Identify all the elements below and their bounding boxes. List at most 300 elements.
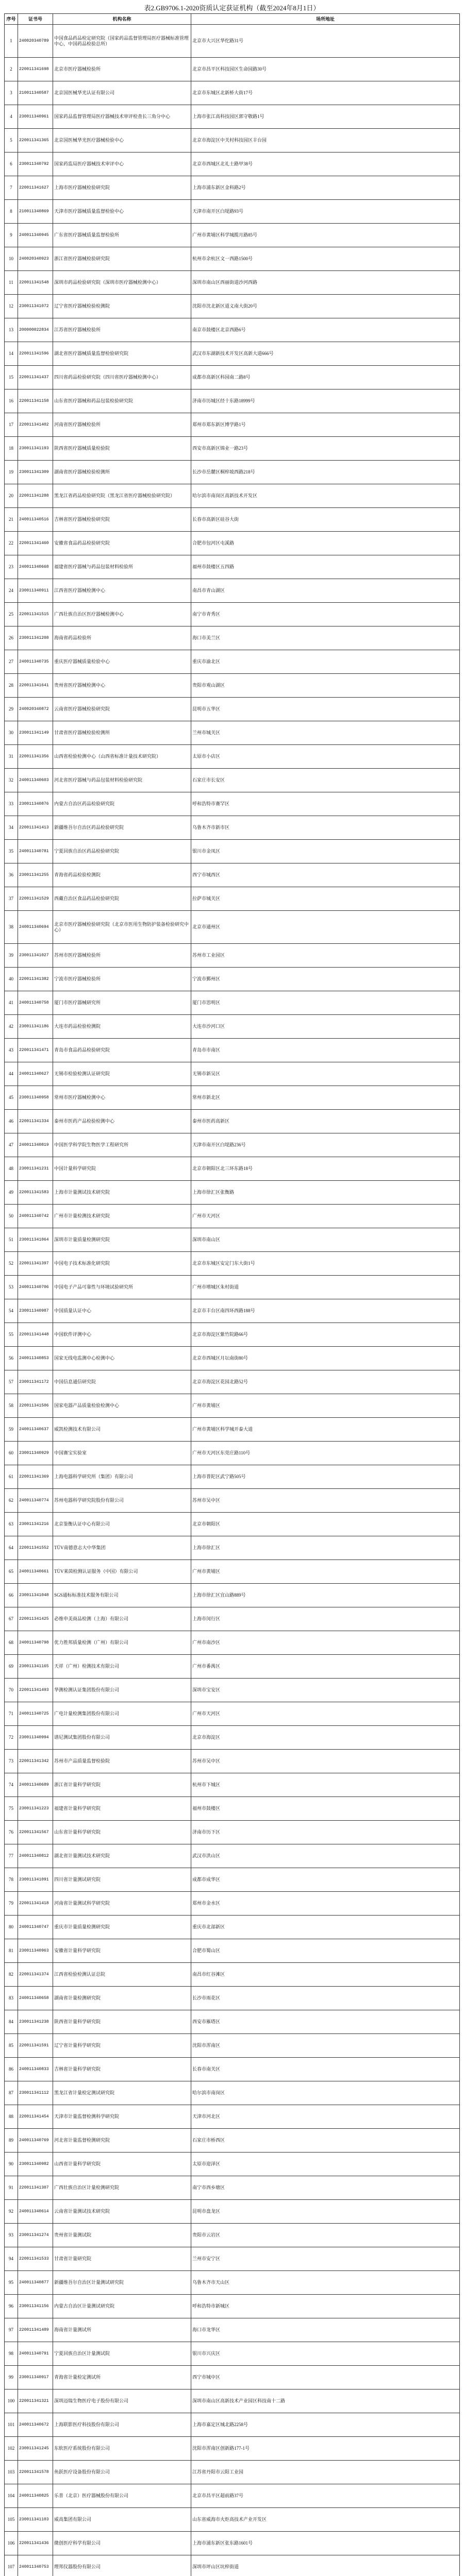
cell-addr: 昆明市五华区 [191, 698, 460, 721]
cell-addr: 常州市新北区 [191, 1086, 460, 1110]
cell-no: 103 [5, 2461, 18, 2484]
cell-org: 河北省医疗器械与药品包装材料检验研究院 [53, 769, 191, 792]
cell-cert: 240011340661 [18, 1560, 53, 1584]
table-row [5, 1963, 460, 1987]
cell-cert: 240011340825 [18, 2484, 53, 2508]
cell-org: 浙江省计量科学研究院 [53, 1773, 191, 1797]
table-row [5, 1205, 460, 1228]
cell-addr: 成都市成华区 [191, 1868, 460, 1892]
cell-addr: 长沙市雨花区 [191, 1987, 460, 2010]
cell-cert: 240011340781 [18, 840, 53, 863]
cell-org: 上海联影医疗科技股份有限公司 [53, 2413, 191, 2437]
cell-no: 106 [5, 2532, 18, 2555]
cell-cert: 220011341515 [18, 603, 53, 626]
cell-addr: 太原市小店区 [191, 745, 460, 769]
table-row [5, 129, 460, 152]
cell-cert: 220011341321 [18, 2389, 53, 2413]
cell-addr: 苏州市吴中区 [191, 1750, 460, 1773]
cell-no: 99 [5, 2366, 18, 2389]
cell-org: 陕西省计量科学研究院 [53, 2010, 191, 2034]
table-row [5, 2555, 460, 2576]
table-body [5, 25, 460, 2576]
cell-cert: 220011341356 [18, 745, 53, 769]
cell-no: 49 [5, 1181, 18, 1205]
cell-no: 77 [5, 1844, 18, 1868]
cell-cert: 220011341552 [18, 1536, 53, 1560]
cell-no: 101 [5, 2413, 18, 2437]
table-row [5, 1394, 460, 1418]
cell-cert: 230011341274 [18, 2224, 53, 2247]
cell-addr: 深圳市南山区高新技术产业园区科技南十二路 [191, 2389, 460, 2413]
table-row [5, 2010, 460, 2034]
table-row [5, 2153, 460, 2176]
cell-cert: 220011341506 [18, 1394, 53, 1418]
table-row [5, 224, 460, 247]
cell-no: 63 [5, 1513, 18, 1536]
cell-cert: 230011340994 [18, 1726, 53, 1750]
cell-no: 72 [5, 1726, 18, 1750]
cell-cert: 230011341027 [18, 944, 53, 968]
cell-org: 四川省药品检验研究院（四川省医疗器械检测中心） [53, 366, 191, 389]
cell-no: 88 [5, 2105, 18, 2129]
cell-org: 北京市医疗器械检验所 [53, 58, 191, 81]
table-row [5, 1039, 460, 1062]
table-row [5, 2318, 460, 2342]
cell-org: 乐普（北京）医疗器械股份有限公司 [53, 2484, 191, 2508]
cell-org: 广电计量检测集团股份有限公司 [53, 1702, 191, 1726]
cell-org: 中国赛宝实验室 [53, 1442, 191, 1465]
cell-cert: 220011341334 [18, 1110, 53, 1133]
cell-org: 安徽省食品药品检验研究院 [53, 532, 191, 555]
cell-org: 微创医疗科学有限公司 [53, 2532, 191, 2555]
cell-cert: 230011340961 [18, 105, 53, 129]
cell-no: 84 [5, 2010, 18, 2034]
cell-org: 陕西省医疗器械质量检验院 [53, 437, 191, 461]
cell-no: 66 [5, 1584, 18, 1607]
cell-org: 国家电器产品质量检验检测中心 [53, 1394, 191, 1418]
cell-org: 理邦仪器股份有限公司 [53, 2555, 191, 2576]
table-row [5, 863, 460, 887]
cell-no: 95 [5, 2271, 18, 2295]
table-row [5, 603, 460, 626]
cell-org: 谱尼测试集团股份有限公司 [53, 1726, 191, 1750]
cell-org: 甘肃省计量研究院 [53, 2247, 191, 2271]
cell-addr: 天津市河北区 [191, 2105, 460, 2129]
cell-no: 54 [5, 1299, 18, 1323]
cell-org: 中国软件评测中心 [53, 1323, 191, 1347]
cell-addr: 乌鲁木齐市新市区 [191, 816, 460, 840]
table-row [5, 2034, 460, 2058]
cell-cert: 220011341397 [18, 1252, 53, 1276]
cell-cert: 230011340792 [18, 152, 53, 176]
cell-org: 天津市计量监督检测科学研究院 [53, 2105, 191, 2129]
cell-org: 重庆市计量质量检测研究院 [53, 1916, 191, 1939]
cell-addr: 北京市海淀区 [191, 1726, 460, 1750]
cell-org: 西藏自治区食品药品检验研究院 [53, 887, 191, 911]
cell-cert: 230011341172 [18, 1370, 53, 1394]
cell-cert: 230011341208 [18, 626, 53, 650]
cell-no: 43 [5, 1039, 18, 1062]
cell-org: 辽宁省计量科学研究院 [53, 2034, 191, 2058]
cell-cert: 230011341186 [18, 1015, 53, 1039]
cell-no: 24 [5, 579, 18, 603]
cell-org: 国家无线电监测中心检测中心 [53, 1347, 191, 1370]
cell-no: 25 [5, 603, 18, 626]
cell-no: 4 [5, 105, 18, 129]
cell-org: 甘肃省医疗器械检验检测所 [53, 721, 191, 745]
cell-org: 湖南省医疗器械检验检测所 [53, 461, 191, 484]
cell-addr: 乌鲁木齐市天山区 [191, 2271, 460, 2295]
cell-addr: 山东省威海市火炬高技术产业开发区 [191, 2508, 460, 2532]
cell-org: 新疆维吾尔自治区计量测试研究院 [53, 2271, 191, 2295]
cell-addr: 郑州市金水区 [191, 1892, 460, 1916]
cell-org: 苏州市医疗器械检验所 [53, 944, 191, 968]
cell-cert: 220011341627 [18, 176, 53, 200]
cell-cert: 220011341374 [18, 1963, 53, 1987]
table-row [5, 1655, 460, 1679]
cell-addr: 兰州市城关区 [191, 721, 460, 745]
cell-addr: 北京市东城区安定门东大街1号 [191, 1252, 460, 1276]
cell-addr: 上海市普陀区武宁路505号 [191, 1465, 460, 1489]
cell-cert: 230011341156 [18, 2295, 53, 2318]
cell-no: 7 [5, 176, 18, 200]
table-row [5, 792, 460, 816]
cell-org: 河北省计量监督检测研究院 [53, 2129, 191, 2153]
cell-org: 青岛市食品药品检验研究院 [53, 1039, 191, 1062]
cell-cert: 240011340516 [18, 508, 53, 532]
cell-addr: 苏州市吴中区 [191, 1489, 460, 1513]
cell-cert: 240011340819 [18, 1133, 53, 1157]
cell-addr: 重庆市北部新区 [191, 1916, 460, 1939]
cell-cert: 220011341533 [18, 2247, 53, 2271]
cell-addr: 哈尔滨市南岗区高新技术开发区 [191, 484, 460, 508]
table-row [5, 58, 460, 81]
table-row [5, 247, 460, 271]
cell-addr: 南京市鼓楼区北京西路6号 [191, 318, 460, 342]
cell-no: 78 [5, 1868, 18, 1892]
cell-org: 黑龙江省药品检验研究院（黑龙江省医疗器械检验研究院） [53, 484, 191, 508]
cell-org: 威凯检测技术有限公司 [53, 1418, 191, 1442]
cell-no: 39 [5, 944, 18, 968]
cell-addr: 合肥市蜀山区 [191, 1939, 460, 1963]
table-header-row [5, 14, 460, 25]
cell-no: 26 [5, 626, 18, 650]
table-row [5, 2081, 460, 2105]
cell-cert: 230011341112 [18, 2081, 53, 2105]
cell-cert: 230011341255 [18, 863, 53, 887]
table-row [5, 1370, 460, 1394]
cell-no: 20 [5, 484, 18, 508]
cell-cert: 240011340742 [18, 1205, 53, 1228]
cell-addr: 天津市南开区白堤路236号 [191, 1133, 460, 1157]
cell-no: 57 [5, 1370, 18, 1394]
cell-cert: 200000022834 [18, 318, 53, 342]
table-row [5, 626, 460, 650]
cell-addr: 大连市沙河口区 [191, 1015, 460, 1039]
cell-no: 79 [5, 1892, 18, 1916]
table-row [5, 152, 460, 176]
table-row [5, 508, 460, 532]
cell-org: 深圳市计量质量检测研究院 [53, 1228, 191, 1252]
cell-no: 42 [5, 1015, 18, 1039]
cell-cert: 220011341454 [18, 2105, 53, 2129]
cell-addr: 深圳市南山区 [191, 1228, 460, 1252]
cell-org: 中国食品药品检定研究院（国家药品监督管理局医疗器械标准管理中心，中国药品检验总所） [53, 25, 191, 58]
cell-no: 91 [5, 2176, 18, 2200]
cell-addr: 广州市天河区 [191, 1702, 460, 1726]
cell-no: 62 [5, 1489, 18, 1513]
cell-cert: 210011340587 [18, 81, 53, 105]
table-row [5, 911, 460, 944]
cell-cert: 230011340911 [18, 579, 53, 603]
table-row [5, 1797, 460, 1821]
cell-org: 东软医疗系统股份有限公司 [53, 2437, 191, 2461]
cell-addr: 广州市黄埔区 [191, 1560, 460, 1584]
table-row [5, 1465, 460, 1489]
cell-org: 鱼跃医疗设备股份有限公司 [53, 2461, 191, 2484]
cell-addr: 北京市海淀区花园北路52号 [191, 1370, 460, 1394]
cell-no: 13 [5, 318, 18, 342]
cell-no: 48 [5, 1157, 18, 1181]
table-row [5, 1252, 460, 1276]
cell-no: 60 [5, 1442, 18, 1465]
cell-no: 75 [5, 1797, 18, 1821]
table-row [5, 650, 460, 674]
cell-addr: 北京市朝阳区北三环东路18号 [191, 1157, 460, 1181]
cell-cert: 230011341238 [18, 2010, 53, 2034]
cell-no: 33 [5, 792, 18, 816]
cell-no: 8 [5, 200, 18, 224]
cell-org: 江西省检验检测认证总院 [53, 1963, 191, 1987]
cell-org: 北京国医械华光认证有限公司 [53, 81, 191, 105]
cell-addr: 西宁市城西区 [191, 863, 460, 887]
cell-addr: 上海市嘉定区城北路2258号 [191, 2413, 460, 2437]
cell-org: 新疆维吾尔自治区药品检验研究院 [53, 816, 191, 840]
cell-org: 泰州市医药产品检验检测中心 [53, 1110, 191, 1133]
cell-addr: 昆明市盘龙区 [191, 2200, 460, 2224]
table-row [5, 2129, 460, 2153]
cell-no: 55 [5, 1323, 18, 1347]
table-row [5, 1110, 460, 1133]
table-row [5, 105, 460, 129]
cell-org: 安徽省计量科学研究院 [53, 1939, 191, 1963]
cell-addr: 沈阳市浑南区创新路177-1号 [191, 2437, 460, 2461]
cell-addr: 南昌市青山湖区 [191, 579, 460, 603]
cell-no: 61 [5, 1465, 18, 1489]
cell-no: 37 [5, 887, 18, 911]
table-row [5, 2484, 460, 2508]
cell-cert: 240011340798 [18, 1631, 53, 1655]
certified-institutions-table [4, 13, 460, 2576]
cell-no: 17 [5, 413, 18, 437]
cell-addr: 广州市天河区东莞庄路110号 [191, 1442, 460, 1465]
cell-no: 64 [5, 1536, 18, 1560]
cell-no: 58 [5, 1394, 18, 1418]
cell-org: 山西省检验检测中心（山西省标准计量技术研究院） [53, 745, 191, 769]
table-row [5, 2176, 460, 2200]
cell-org: 黑龙江省计量检定测试研究院 [53, 2081, 191, 2105]
table-row [5, 555, 460, 579]
cell-cert: 230011341048 [18, 1584, 53, 1607]
cell-no: 44 [5, 1062, 18, 1086]
cell-cert: 230011341072 [18, 295, 53, 318]
cell-addr: 杭州市下城区 [191, 1773, 460, 1797]
cell-org: SGS通标标准技术服务有限公司 [53, 1584, 191, 1607]
cell-cert: 220011341437 [18, 366, 53, 389]
table-row [5, 1631, 460, 1655]
cell-org: 江苏省医疗器械检验所 [53, 318, 191, 342]
cell-no: 47 [5, 1133, 18, 1157]
cell-cert: 240020340789 [18, 25, 53, 58]
cell-no: 97 [5, 2318, 18, 2342]
table-row [5, 1442, 460, 1465]
cell-addr: 北京市朝阳区 [191, 1513, 460, 1536]
table-row [5, 437, 460, 461]
cell-addr: 广州市增城区朱村街道 [191, 1276, 460, 1299]
cell-addr: 西安市高新区锦业一路23号 [191, 437, 460, 461]
cell-cert: 220011341471 [18, 1039, 53, 1062]
cell-cert: 220011341418 [18, 1892, 53, 1916]
cell-addr: 广州市南沙区 [191, 1631, 460, 1655]
document-title: 表2.GB9706.1-2020资质认定获证机构（截至2024年8月1日） [144, 4, 320, 12]
cell-addr: 北京市海淀区中关村科技园区丰台园 [191, 129, 460, 152]
cell-addr: 沈阳市浑南区 [191, 2034, 460, 2058]
cell-cert: 240011340689 [18, 1773, 53, 1797]
cell-addr: 北京市海淀区紫竹院路66号 [191, 1323, 460, 1347]
cell-cert: 230011341231 [18, 1157, 53, 1181]
cell-org: 云南省医疗器械检验研究院 [53, 698, 191, 721]
cell-addr: 江苏省丹阳市云阳工业园 [191, 2461, 460, 2484]
cell-cert: 220011341365 [18, 129, 53, 152]
cell-addr: 苏州市工业园区 [191, 944, 460, 968]
cell-cert: 220011341591 [18, 2034, 53, 2058]
table-row [5, 2413, 460, 2437]
cell-org: 苏州电器科学研究院股份有限公司 [53, 1489, 191, 1513]
cell-no: 35 [5, 840, 18, 863]
cell-no: 11 [5, 271, 18, 295]
cell-addr: 无锡市新吴区 [191, 1062, 460, 1086]
cell-cert: 240011340945 [18, 224, 53, 247]
cell-cert: 240011340627 [18, 1062, 53, 1086]
cell-addr: 上海市张江高科技园区郭守敬路1号 [191, 105, 460, 129]
cell-no: 1 [5, 25, 18, 58]
cell-org: 大连市药品检验检测院 [53, 1015, 191, 1039]
cell-cert: 240011340753 [18, 2555, 53, 2576]
cell-cert: 240011340877 [18, 2271, 53, 2295]
table-row [5, 1892, 460, 1916]
table-row [5, 271, 460, 295]
cell-cert: 220011341425 [18, 1607, 53, 1631]
cell-addr: 上海市徐汇区张衡路 [191, 1181, 460, 1205]
cell-cert: 230011340963 [18, 1939, 53, 1963]
cell-no: 81 [5, 1939, 18, 1963]
cell-org: 北京市医疗器械检验研究院（北京市医用生物防护装备检验研究中心） [53, 911, 191, 944]
table-row [5, 1773, 460, 1797]
cell-no: 15 [5, 366, 18, 389]
cell-no: 32 [5, 769, 18, 792]
cell-no: 22 [5, 532, 18, 555]
table-row [5, 944, 460, 968]
cell-org: 厦门市医疗器械研究所 [53, 991, 191, 1015]
cell-org: 山东省医疗器械和药品包装检验研究院 [53, 389, 191, 413]
table-row [5, 1702, 460, 1726]
header-cert: 证书号 [18, 14, 53, 25]
table-row [5, 2532, 460, 2555]
cell-no: 12 [5, 295, 18, 318]
table-row [5, 25, 460, 58]
cell-addr: 北京市通州区 [191, 911, 460, 944]
table-row [5, 2389, 460, 2413]
cell-no: 100 [5, 2389, 18, 2413]
cell-no: 28 [5, 674, 18, 698]
cell-addr: 长沙市岳麓区桐梓坡西路218号 [191, 461, 460, 484]
cell-org: 上海市计量测试技术研究院 [53, 1181, 191, 1205]
cell-addr: 西安市雁塔区 [191, 2010, 460, 2034]
table-row [5, 176, 460, 200]
cell-addr: 北京市大兴区华佗路31号 [191, 25, 460, 58]
cell-org: 宁夏回族自治区药品检验研究院 [53, 840, 191, 863]
table-row [5, 816, 460, 840]
cell-cert: 230011341245 [18, 2437, 53, 2461]
header-no: 序号 [5, 14, 18, 25]
cell-org: 福建省计量科学研究院 [53, 1797, 191, 1821]
cell-cert: 220011341641 [18, 674, 53, 698]
cell-org: 青海省药品检验检测院 [53, 863, 191, 887]
cell-no: 18 [5, 437, 18, 461]
cell-no: 86 [5, 2058, 18, 2081]
table-row [5, 1560, 460, 1584]
table-row [5, 1513, 460, 1536]
table-row [5, 1276, 460, 1299]
cell-org: 苏州市产品质量监督检验院 [53, 1750, 191, 1773]
table-row [5, 1536, 460, 1560]
table-row [5, 2200, 460, 2224]
table-row [5, 1157, 460, 1181]
cell-org: 国家药品监督管理局医疗器械技术审评检查长三角分中心 [53, 105, 191, 129]
cell-org: 中国医学科学院生物医学工程研究所 [53, 1133, 191, 1157]
cell-cert: 210011340869 [18, 200, 53, 224]
cell-org: 贵州省医疗器械检测中心 [53, 674, 191, 698]
cell-org: 中国电子产品可靠性与环境试验研究所 [53, 1276, 191, 1299]
table-row [5, 968, 460, 991]
cell-addr: 青岛市市南区 [191, 1039, 460, 1062]
table-row [5, 1607, 460, 1631]
cell-no: 21 [5, 508, 18, 532]
cell-no: 23 [5, 555, 18, 579]
cell-cert: 240011340694 [18, 911, 53, 944]
cell-cert: 220011341158 [18, 389, 53, 413]
table-row [5, 2508, 460, 2532]
table-row [5, 579, 460, 603]
cell-no: 14 [5, 342, 18, 366]
cell-cert: 230011341064 [18, 1228, 53, 1252]
cell-no: 83 [5, 1987, 18, 2010]
cell-cert: 230011341091 [18, 1868, 53, 1892]
cell-org: 海南省药品检验所 [53, 626, 191, 650]
cell-org: 优力胜邦质量检测（广州）有限公司 [53, 1631, 191, 1655]
cell-org: 广西壮族自治区计量检测研究院 [53, 2176, 191, 2200]
table-row [5, 1844, 460, 1868]
cell-addr: 杭州市余杭区文一西路1500号 [191, 247, 460, 271]
cell-no: 16 [5, 389, 18, 413]
table-row [5, 1015, 460, 1039]
cell-no: 69 [5, 1655, 18, 1679]
cell-addr: 广州市黄埔区科学城开泰大道 [191, 1418, 460, 1442]
cell-org: 云南省计量测试技术研究院 [53, 2200, 191, 2224]
cell-cert: 240011340812 [18, 1844, 53, 1868]
cell-no: 53 [5, 1276, 18, 1299]
table-row [5, 1584, 460, 1607]
